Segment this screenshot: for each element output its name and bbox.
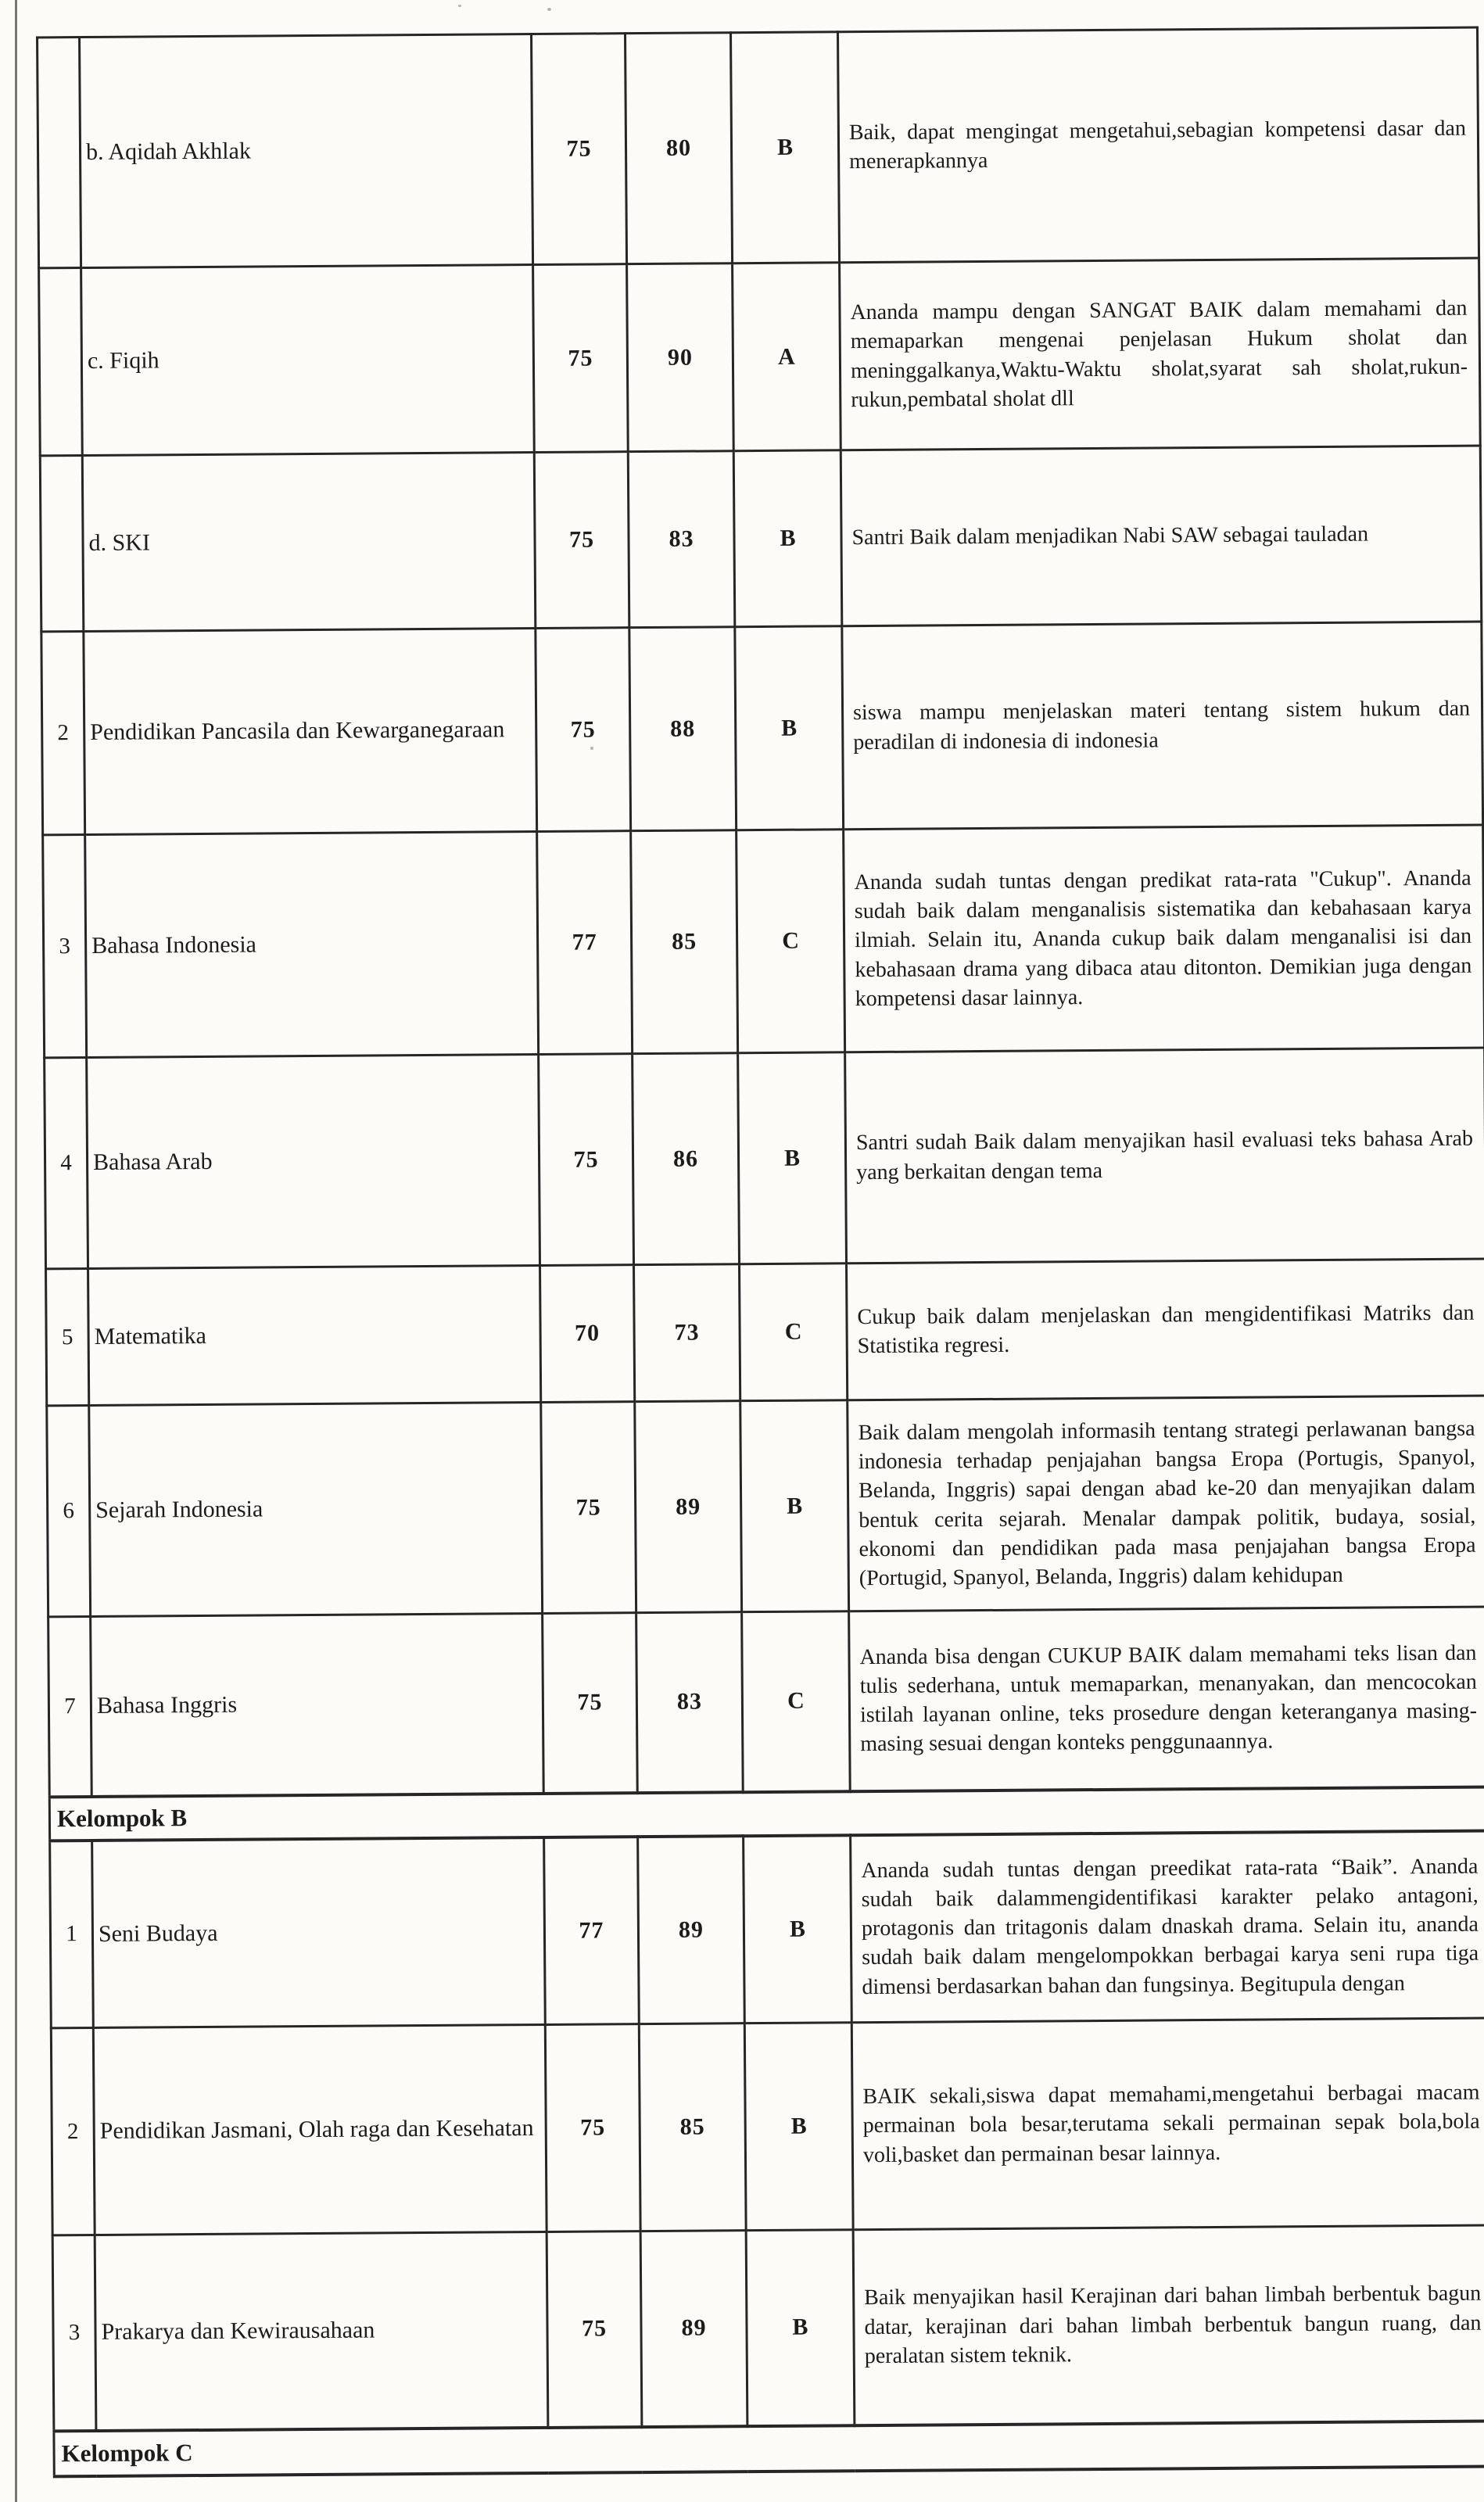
- subject-cell: Matematika: [88, 1265, 541, 1405]
- score-cell: 83: [628, 451, 735, 628]
- grade-cell: B: [733, 450, 842, 627]
- kkm-cell: 77: [537, 831, 633, 1055]
- group-header-label: Kelompok B: [49, 1787, 1484, 1841]
- score-cell: 73: [634, 1264, 740, 1402]
- row-number-cell: 6: [47, 1406, 91, 1617]
- row-number-cell: [40, 456, 84, 632]
- score-cell: 90: [627, 263, 734, 452]
- page-margin-line: [15, 0, 17, 2502]
- subject-row: [48, 1607, 1484, 1797]
- group-header-label: Kelompok C: [54, 2421, 1484, 2476]
- description-cell: Santri sudah Baik dalam menyajikan hasil evaluasi teks bahasa Arab yang berkaitan dengan tema: [845, 1048, 1484, 1264]
- subject-row: [38, 27, 1479, 268]
- row-number-cell: 5: [46, 1269, 89, 1406]
- description-cell: Ananda bisa dengan CUKUP BAIK dalam memahami teks lisan dan tulis sederhana, untuk memaparkan, menanyakan, dan mencocokan istilah layanan online, teks prosedure dengan keteranganya masing-masing sesuai dengan konteks penggunaannya.: [849, 1607, 1484, 1791]
- description-cell: Ananda sudah tuntas dengan predikat rata-rata "Cukup". Ananda sudah baik dalam menganalisis sistematika dan kebahasaan karya ilmiah. Selain itu, Ananda cukup baik dalam menganalisi isi dan kebahasaan drama yang dibaca atau ditonton. Demikian juga dengan kompetensi dasar lainnya.: [844, 825, 1484, 1052]
- description-cell: Santri Baik dalam menjadikan Nabi SAW sebagai tauladan: [841, 446, 1482, 626]
- subject-cell: Sejarah Indonesia: [89, 1402, 543, 1616]
- subject-cell: c. Fiqih: [81, 265, 535, 456]
- kkm-cell: 75: [547, 2231, 642, 2428]
- grades-table: [36, 27, 1484, 2478]
- subject-row: [50, 1830, 1484, 2028]
- row-number-cell: 3: [43, 835, 87, 1058]
- score-cell: 89: [635, 1401, 742, 1613]
- kkm-cell: 75: [532, 34, 627, 265]
- description-cell: BAIK sekali,siswa dapat memahami,mengetahui berbagai macam permainan bola besar,terutama sekali permainan sepak bola,bola voli,basket dan permainan besar lainnya.: [851, 2018, 1484, 2230]
- kkm-cell: 75: [536, 628, 631, 832]
- subject-cell: Pendidikan Jasmani, Olah raga dan Kesehatan: [93, 2024, 547, 2235]
- grade-cell: C: [742, 1611, 851, 1792]
- grade-cell: C: [740, 1264, 848, 1401]
- kkm-cell: 75: [533, 264, 629, 453]
- subject-cell: b. Aqidah Akhlak: [80, 34, 533, 268]
- subject-row: [43, 825, 1484, 1058]
- description-cell: Baik menyajikan hasil Kerajinan dari bahan limbah berbentuk bagun datar, kerajinan dari bahan limbah berbentuk bangun ruang, dan peralatan sistem teknik.: [853, 2225, 1484, 2425]
- row-number-cell: 3: [52, 2235, 96, 2430]
- grade-cell: B: [744, 1835, 852, 2023]
- grade-cell: B: [738, 1052, 847, 1264]
- subject-row: [41, 622, 1483, 835]
- grade-cell: B: [735, 626, 844, 830]
- row-number-cell: [39, 268, 83, 456]
- subject-cell: Seni Budaya: [92, 1837, 546, 2027]
- description-cell: Baik, dapat mengingat mengetahui,sebagian kompetensi dasar dan menerapkannya: [838, 27, 1479, 263]
- score-cell: 86: [633, 1053, 740, 1265]
- kkm-cell: 75: [543, 1613, 638, 1794]
- grade-cell: B: [746, 2230, 855, 2426]
- score-cell: 83: [636, 1612, 744, 1793]
- subject-cell: Pendidikan Pancasila dan Kewarganegaraan: [84, 628, 537, 834]
- description-cell: Cukup baik dalam menjelaskan dan mengidentifikasi Matriks dan Statistika regresi.: [847, 1259, 1484, 1400]
- subject-cell: d. SKI: [82, 453, 536, 632]
- subject-row: [40, 446, 1482, 632]
- row-number-cell: 2: [41, 632, 85, 835]
- subject-row: [46, 1259, 1484, 1406]
- table-tilt-wrapper: [36, 27, 1484, 2478]
- description-cell: Baik dalam mengolah informasih tentang strategi perlawanan bangsa indonesia terhadap penjajahan bangsa Eropa (Portugis, Spanyol, Belanda, Inggris) sapai dengan abad ke-20 dan menyajikan dalam bentuk cerita sejarah. Menalar dampak politik, budaya, sosial, ekonomi dan pendidikan pada masa penjajahan bangsa Eropa (Portugid, Spanyol, Belanda, Inggris) dalam kehidupan: [848, 1396, 1484, 1611]
- subject-cell: Prakarya dan Kewirausahaan: [95, 2231, 548, 2430]
- scan-speck: [458, 5, 461, 7]
- subject-cell: Bahasa Indonesia: [85, 831, 539, 1057]
- scan-speck: [547, 8, 551, 11]
- subject-row: [52, 2225, 1484, 2431]
- kkm-cell: 75: [534, 452, 629, 629]
- score-cell: 89: [640, 2231, 747, 2427]
- kkm-cell: 75: [545, 2024, 640, 2232]
- row-number-cell: 4: [45, 1058, 88, 1269]
- grade-cell: A: [733, 263, 841, 451]
- description-cell: Ananda mampu dengan SANGAT BAIK dalam memahami dan memaparkan mengenai penjelasan Hukum sholat dan meninggalkanya,Waktu-Waktu sholat,syarat sah sholat,rukun-rukun,pembatal sholat dll: [840, 258, 1481, 450]
- kkm-cell: 75: [541, 1402, 636, 1614]
- subject-cell: Bahasa Arab: [87, 1054, 540, 1268]
- row-number-cell: 2: [51, 2027, 95, 2235]
- score-cell: 88: [629, 627, 737, 831]
- subject-row: [51, 2018, 1484, 2235]
- grade-cell: B: [731, 32, 840, 263]
- score-cell: 85: [639, 2023, 746, 2231]
- score-cell: 80: [626, 33, 733, 264]
- row-number-cell: 7: [48, 1617, 92, 1797]
- description-cell: Ananda sudah tuntas dengan preedikat rata-rata “Baik”. Ananda sudah baik dalammengidentifikasi karakter pelako antagoni, protagonis dan tritagonis dalam dnaskah drama. Selain itu, ananda sudah baik dalam mengelompokkan berbagai karya seni rupa tiga dimensi berdasarkan bahan dan fungsinya. Begitupula dengan: [851, 1830, 1484, 2023]
- group-header-row: [54, 2421, 1484, 2476]
- grade-cell: B: [744, 2023, 853, 2231]
- grade-cell: C: [737, 830, 845, 1053]
- row-number-cell: 1: [50, 1840, 94, 2027]
- subject-row: [39, 258, 1481, 456]
- kkm-cell: 77: [544, 1837, 640, 2025]
- kkm-cell: 70: [540, 1265, 635, 1403]
- description-cell: siswa mampu menjelaskan materi tentang sistem hukum dan peradilan di indonesia di indonesia: [842, 622, 1483, 830]
- row-number-cell: [38, 38, 81, 268]
- subject-row: [47, 1396, 1484, 1617]
- subject-row: [45, 1048, 1484, 1269]
- score-cell: 85: [631, 830, 738, 1054]
- subject-cell: Bahasa Inggris: [91, 1613, 544, 1796]
- grade-cell: B: [740, 1400, 849, 1612]
- score-cell: 89: [638, 1836, 745, 2024]
- kkm-cell: 75: [539, 1054, 634, 1266]
